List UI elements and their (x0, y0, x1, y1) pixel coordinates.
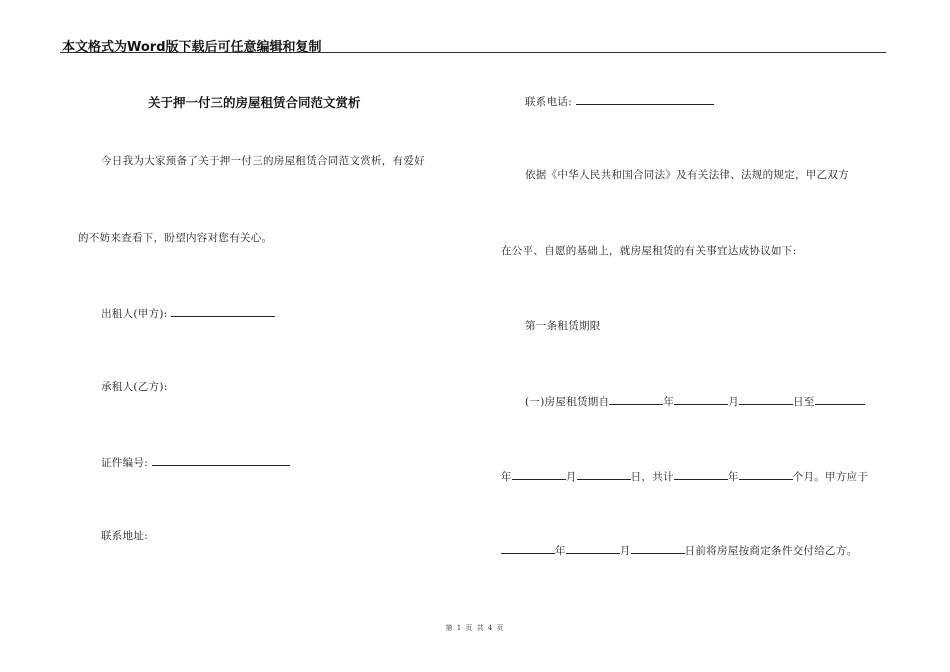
term-line-3 (501, 542, 857, 558)
deliver-year-label: 年 (555, 545, 566, 557)
basis-line-2: 在公平、自愿的基础上，就房屋租赁的有关事宜达成协议如下: (501, 245, 797, 257)
address-label: 联系地址: (101, 530, 149, 542)
deliver-year-blank (501, 542, 555, 554)
article-1-heading: 第一条租赁期限 (525, 320, 601, 332)
lessor-blank (171, 305, 275, 317)
total-months-blank (739, 468, 793, 480)
phone-field (525, 93, 714, 109)
id-number-blank (152, 454, 290, 466)
start-year-label: 年 (663, 396, 675, 408)
total-years-blank (674, 468, 728, 480)
phone-blank (576, 93, 714, 105)
deliver-suffix: 日前将房屋按商定条件交付给乙方。 (684, 545, 858, 557)
deliver-month-blank (566, 542, 620, 554)
intro-line-2: 的不妨来查看下，盼望内容对您有关心。 (78, 232, 273, 244)
total-label: 日，共计 (630, 471, 674, 483)
deliver-month-label: 月 (619, 545, 631, 557)
lessor-label: 出租人(甲方): (101, 308, 172, 320)
document-header: 本文格式为Word版下载后可任意编辑和复制 (62, 40, 322, 55)
intro-line-1: 今日我为大家预备了关于押一付三的房屋租赁合同范文赏析，有爱好 (101, 155, 425, 167)
basis-line-1: 依据《中华人民共和国合同法》及有关法律、法规的规定，甲乙双方 (525, 169, 849, 181)
end-month-blank (512, 468, 566, 480)
start-year-blank (609, 393, 663, 405)
end-month-label: 月 (565, 471, 577, 483)
total-years-label: 年 (727, 471, 739, 483)
document-title: 关于押一付三的房屋租赁合同范文赏析 (148, 95, 361, 110)
term-line-2 (501, 468, 868, 484)
id-number-label: 证件编号: (101, 457, 152, 469)
start-month-blank (674, 393, 728, 405)
to-label: 日至 (793, 396, 815, 408)
page-number: 第 1 页 共 4 页 (445, 624, 505, 632)
term-line-1 (525, 393, 865, 409)
term-prefix: (一)房屋租赁期自 (525, 396, 610, 408)
lessee-label: 承租人(乙方): (101, 381, 168, 393)
end-year-label: 年 (501, 471, 512, 483)
phone-label: 联系电话: (525, 96, 576, 108)
start-day-blank (739, 393, 793, 405)
deliver-day-blank (631, 542, 685, 554)
end-day-blank (577, 468, 631, 480)
lessor-field (101, 305, 275, 321)
end-year-blank (815, 393, 865, 405)
header-divider (60, 52, 886, 53)
start-month-label: 月 (728, 396, 740, 408)
months-suffix: 个月。甲方应于 (792, 471, 869, 483)
id-number-field (101, 454, 290, 470)
